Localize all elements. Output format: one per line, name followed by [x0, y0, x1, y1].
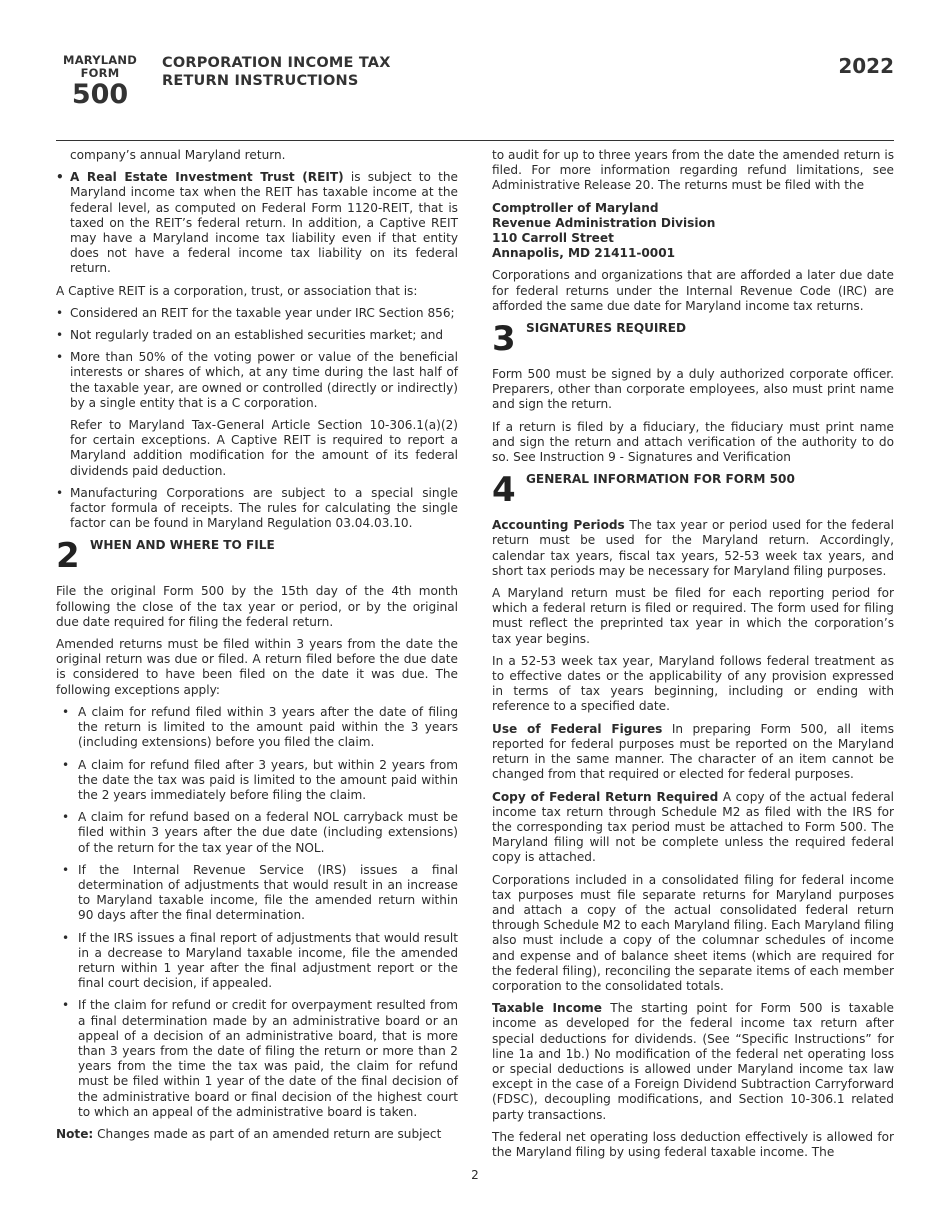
list-item [56, 931, 458, 992]
section-number: 2 [56, 536, 80, 577]
note-text: Changes made as part of an amended return are subject [93, 1126, 442, 1141]
bullet-icon: • [62, 998, 70, 1013]
bullet-icon: • [62, 757, 70, 772]
list-item [56, 998, 458, 1120]
address-line: Annapolis, MD 21411-0001 [492, 246, 676, 261]
section-number: 3 [492, 319, 516, 360]
list-item [56, 328, 458, 343]
list-item-text: Considered an REIT for the taxable year under IRC Section 856; [70, 305, 455, 320]
list-item-text: A claim for refund filed after 3 years, but within 2 years from the date the tax was paid is limited to the amount paid within the 2 years immediately before filing the claim. [78, 757, 458, 802]
list-item-text: A claim for refund based on a federal NOL carryback must be filed within 3 years after the due date (including extensions) of the return for the tax year of the NOL. [78, 810, 458, 855]
reit-term: A Real Estate Investment Trust (REIT) [70, 170, 344, 185]
bullet-icon: • [62, 862, 70, 877]
list-item [56, 306, 458, 321]
address-line: Revenue Administration Division [492, 215, 716, 230]
list-item [56, 705, 458, 751]
paragraph-text: The tax year or period used for the federal return must be used for the Maryland return. Accordingly, calendar tax years, fiscal tax years, 52-53 week tax years, and short tax periods may be necessary for Maryland filing purposes. [492, 518, 894, 578]
copy-federal-paragraph [492, 790, 894, 866]
bullet-icon: • [56, 485, 64, 500]
nol-text: The federal net operating loss deduction effectively is allowed for the Maryland filing by using federal taxable income. The [492, 1129, 894, 1159]
list-item [56, 810, 458, 856]
paragraph-term: Use of Federal Figures [492, 721, 663, 736]
form-identifier [58, 54, 142, 110]
captive-intro: A Captive REIT is a corporation, trust, or association that is: [56, 283, 418, 298]
form-number: 500 [71, 79, 129, 110]
list-item [56, 350, 458, 411]
title-line-1: CORPORATION INCOME TAX [162, 55, 391, 71]
later-due-text: Corporations and organizations that are afforded a later due date for federal returns under the Internal Revenue Code (IRC) are afforded the same due date for Maryland income tax returns. [492, 268, 894, 313]
paragraph-term: Accounting Periods [492, 518, 625, 533]
bullet-icon: • [56, 328, 64, 343]
bullet-icon: • [62, 930, 70, 945]
note-label: Note: [56, 1126, 94, 1141]
paragraph-term: Copy of Federal Return Required [492, 789, 719, 804]
tax-year: 2022 [838, 54, 894, 78]
list-item-text: More than 50% of the voting power or value of the beneficial interests or shares of which, at any time during the last half of the taxable year, are owned or controlled (directly or indirectly) by a single entity that is a C corporation. [70, 350, 458, 410]
bullet-icon: • [62, 810, 70, 825]
list-item-text: If the Internal Revenue Service (IRS) issues a final determination of adjustments that would result in an increase to Maryland taxable income, file the amended return within 90 days after the final determination. [78, 862, 458, 923]
week-52-text: In a 52-53 week tax year, Maryland follows federal treatment as to effective dates or the applicability of any provision expressed in terms of tax years beginning, including or ending with reference to a specified date. [492, 653, 894, 714]
captive-refer: Refer to Maryland Tax-General Article Section 10-306.1(a)(2) for certain exceptions. A Captive REIT is required to report a Maryland addition modification for the amount of its federal dividends paid deduction. [70, 418, 458, 478]
section-number: 4 [492, 470, 516, 511]
paragraph-text: In preparing Form 500, all items reported for federal purposes must be reported on the Maryland return in the same manner. The character of an item cannot be changed from that required or elected for federal purposes. [492, 721, 894, 782]
bullet-icon: • [56, 170, 64, 185]
section-title: GENERAL INFORMATION FOR FORM 500 [526, 472, 795, 487]
maryland-return-text: A Maryland return must be filed for each reporting period for which a federal return is filed or required. The form used for filing must reflect the preprinted tax year in which the corporation’s tax year begins. [492, 586, 894, 646]
form-word: FORM [80, 66, 120, 80]
mailing-address [492, 201, 894, 262]
accounting-periods-paragraph [492, 518, 894, 579]
reit-text: is subject to the Maryland income tax when the REIT has taxable income at the federal level, as computed on Federal Form 1120-REIT, that is taxed on the REIT’s federal return. In addition, a Captive REIT may have a Maryland income tax liability even if that entity does not have a federal income tax liability on its federal return. [70, 170, 458, 276]
federal-figures-paragraph [492, 722, 894, 783]
signature-text-2: If a return is filed by a fiduciary, the fiduciary must print name and sign the return and attach verification of the authority to do so. See Instruction 9 - Signatures and Verification [492, 419, 894, 465]
address-line: 110 Carroll Street [492, 231, 614, 246]
list-item-text: If the claim for refund or credit for overpayment resulted from a final determination made by an administrative board or an appeal of a decision of an administrative board, that is more than 3 years from the date of filing the return or more than 2 years from the time the tax was paid, the claim for refund must be filed within 1 year of the date of the final decision of the administrative board or final decision of the highest court to which an appeal of the administrative board is taken. [78, 998, 458, 1119]
paragraph-text: The starting point for Form 500 is taxable income as developed for the federal income tax return after special deductions for dividends. (See “Specific Instructions” for line 1a and 1b.) No modification of the federal net operating loss or special deductions is allowed under Maryland income tax law except in the case of a Foreign Dividend Subtraction Carryforward (FDSC), decoupling modifications, and Section 10-306.1 related party transactions. [492, 1001, 895, 1122]
list-item-text: Manufacturing Corporations are subject to a special single factor formula of receipts. The rules for calculating the single factor can be found in Maryland Regulation 03.04.03.10. [70, 485, 458, 531]
address-line: Comptroller of Maryland [492, 200, 659, 215]
amended-text: Amended returns must be filed within 3 years from the date the original return was due or filed. A return filed before the due date is considered to have been filed on the date it was due. The following exceptions apply: [56, 637, 458, 697]
section-4-heading [492, 472, 894, 512]
right-column [492, 148, 894, 1167]
bullet-icon: • [62, 704, 70, 719]
left-column [56, 148, 458, 1149]
list-item-text: If the IRS issues a final report of adjustments that would result in a decrease to Maryland taxable income, file the amended return within 1 year after the final adjustment report or the final court decision, if appealed. [78, 930, 458, 991]
continued-text: to audit for up to three years from the date the amended return is filed. For more information regarding refund limitations, see Administrative Release 20. The returns must be filed with the [492, 148, 894, 193]
signature-text-1: Form 500 must be signed by a duly authorized corporate officer. Preparers, other than corporate employees, also must print name and sign the return. [492, 367, 894, 412]
reit-bullet [56, 170, 458, 276]
bullet-icon: • [56, 350, 64, 365]
header-divider [56, 140, 894, 141]
form-state: MARYLAND [63, 53, 137, 67]
section-title: WHEN AND WHERE TO FILE [90, 538, 275, 553]
page-number: 2 [471, 1168, 479, 1182]
note-paragraph [56, 1127, 458, 1142]
list-item [56, 863, 458, 924]
section-3-heading [492, 321, 894, 361]
section-2-heading [56, 538, 458, 578]
file-original-text: File the original Form 500 by the 15th day of the 4th month following the close of the tax year or period, or by the original due date required for filing the federal return. [56, 584, 458, 629]
paragraph-term: Taxable Income [492, 1001, 602, 1016]
page-header [0, 0, 950, 142]
document-title [162, 54, 391, 90]
list-item [56, 758, 458, 804]
bullet-icon: • [56, 305, 64, 320]
section-title: SIGNATURES REQUIRED [526, 321, 687, 336]
list-item-text: Not regularly traded on an established securities market; and [70, 328, 444, 343]
taxable-income-paragraph [492, 1001, 894, 1123]
continued-text: company’s annual Maryland return. [70, 148, 286, 162]
manufacturing-bullet [56, 486, 458, 532]
consolidated-text: Corporations included in a consolidated filing for federal income tax purposes must file separate returns for Maryland purposes and attach a copy of the actual consolidated federal return through Schedule M2 to each Maryland filing. Each Maryland filing also must include a copy of the columnar schedules of income and expense and of balance sheet items (which are required for the federal filing), reconciling the separate items of each member corporation to the consolidated totals. [492, 872, 894, 993]
paragraph-text: A copy of the actual federal income tax return through Schedule M2 as filed with the IRS for the corresponding tax period must be attached to Form 500. The Maryland filing will not be complete unless the required federal copy is attached. [492, 789, 895, 865]
list-item-text: A claim for refund filed within 3 years after the date of filing the return is limited to the amount paid within the 3 years (including extensions) before you filed the claim. [78, 704, 458, 750]
title-line-2: RETURN INSTRUCTIONS [162, 73, 359, 89]
